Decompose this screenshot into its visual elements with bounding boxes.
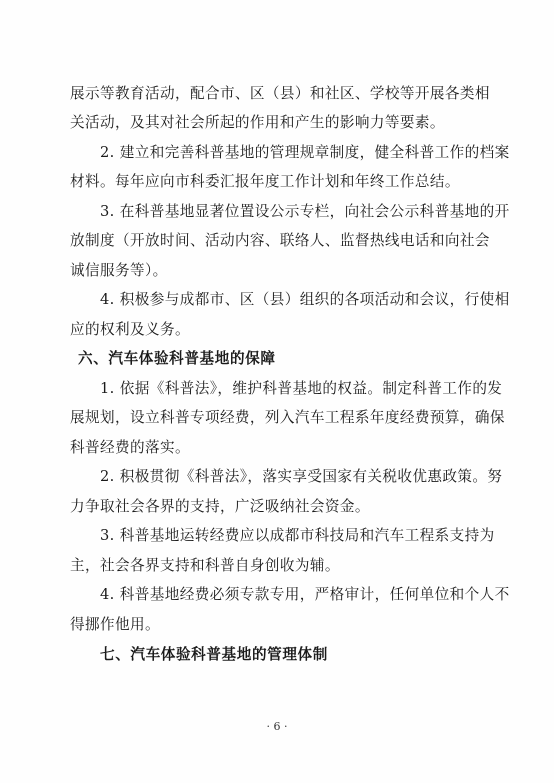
page-number: · 6 · (266, 720, 288, 733)
text-line: 2. 建立和完善科普基地的管理规章制度，健全科普工作的档案 (100, 144, 510, 161)
section-heading: 七、汽车体验科普基地的管理体制 (100, 646, 328, 663)
text-line: 得挪作他用。 (70, 616, 160, 633)
text-line: 关活动，及其对社会所起的作用和产生的影响力等要素。 (70, 114, 445, 131)
text-line: 4. 积极参与成都市、区（县）组织的各项活动和会议，行使相 (100, 291, 510, 308)
text-line: 展规划，设立科普专项经费，列入汽车工程系年度经费预算，确保 (70, 409, 505, 426)
text-line: 4. 科普基地经费必须专款专用，严格审计，任何单位和个人不 (100, 586, 510, 603)
text-line: 主，社会各界支持和科普自身创收为辅。 (70, 557, 340, 574)
text-line: 材料。每年应向市科委汇报年度工作计划和年终工作总结。 (70, 173, 460, 190)
text-line: 力争取社会各界的支持，广泛吸纳社会资金。 (70, 498, 370, 515)
text-line: 3. 科普基地运转经费应以成都市科技局和汽车工程系支持为 (100, 527, 495, 544)
text-line: 展示等教育活动，配合市、区（县）和社区、学校等开展各类相 (70, 85, 490, 102)
text-line: 1. 依据《科普法》，维护科普基地的权益。制定科普工作的发 (100, 380, 503, 397)
text-line: 诚信服务等）。 (70, 262, 168, 279)
section-heading: 六、汽车体验科普基地的保障 (78, 350, 276, 367)
text-line: 科普经费的落实。 (70, 439, 190, 456)
text-line: 2. 积极贯彻《科普法》，落实享受国家有关税收优惠政策。努 (100, 468, 503, 485)
text-line: 应的权利及义务。 (70, 321, 190, 338)
text-line: 放制度（开放时间、活动内容、联络人、监督热线电话和向社会 (70, 232, 490, 249)
text-line: 3. 在科普基地显著位置设公示专栏，向社会公示科普基地的开 (100, 203, 510, 220)
